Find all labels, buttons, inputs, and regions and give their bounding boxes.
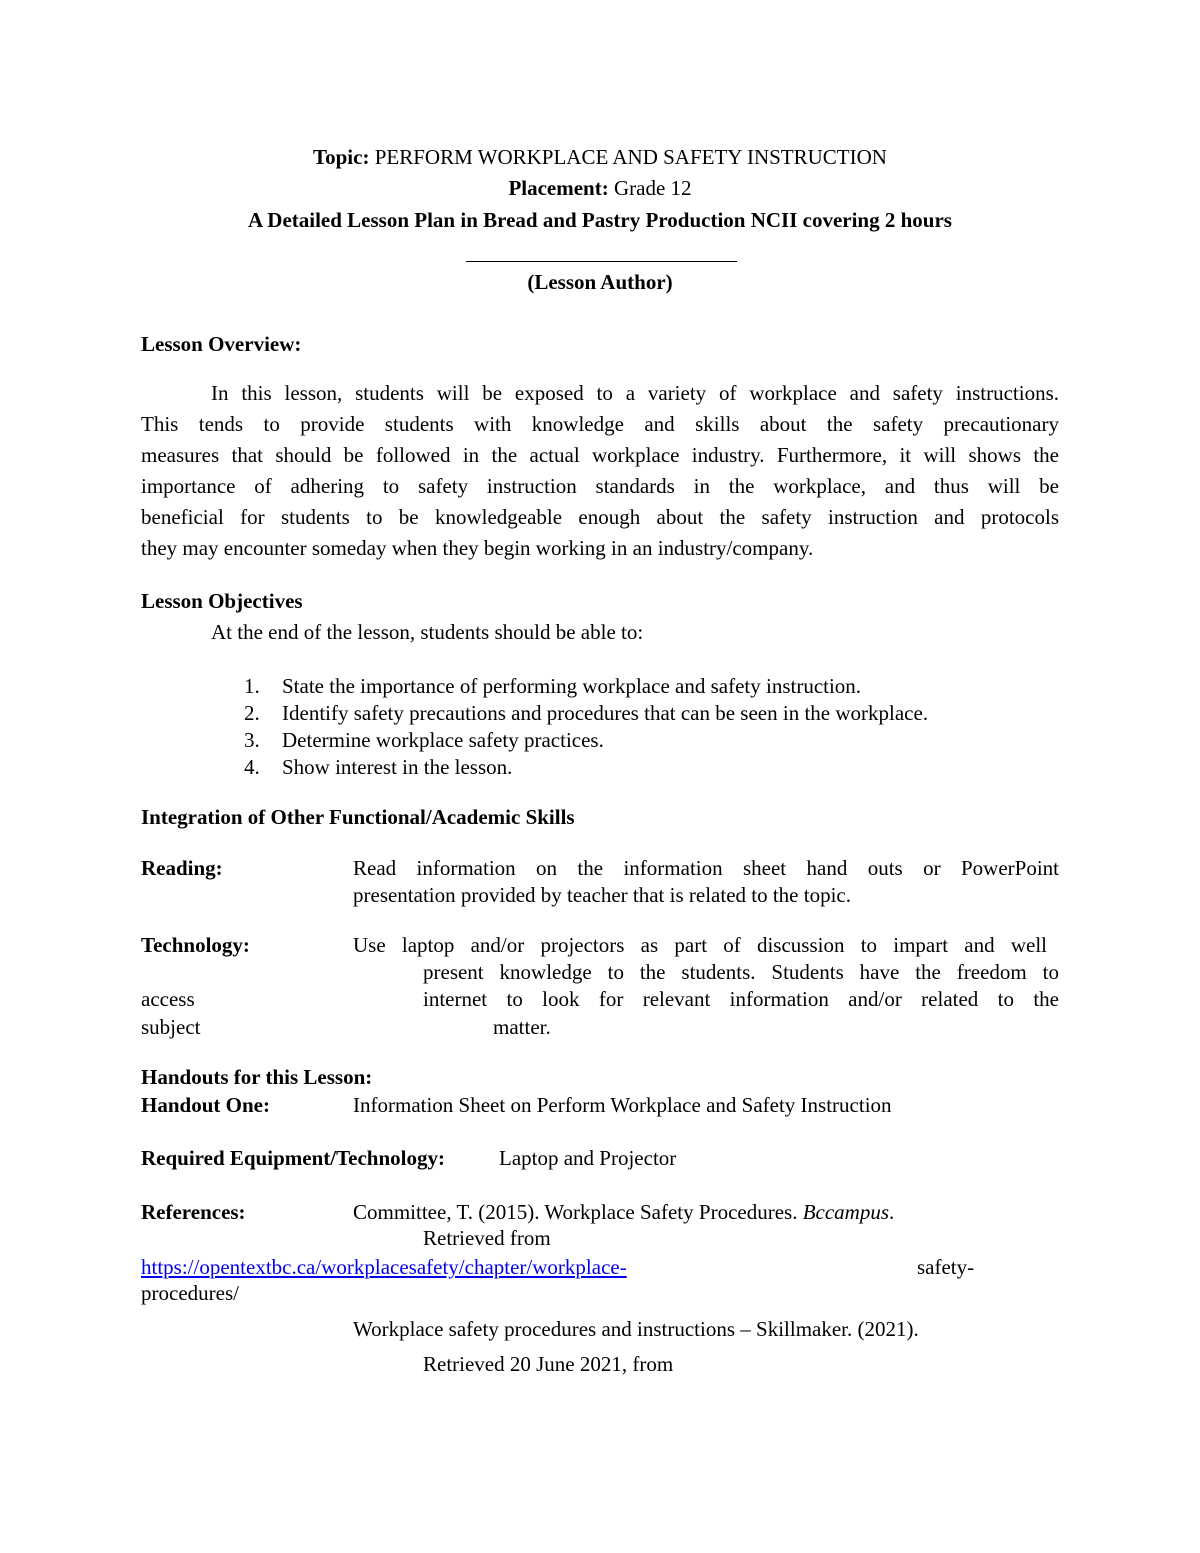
reference-1-retrieved: Retrieved from — [423, 1226, 551, 1250]
overview-line-6: they may encounter someday when they begin working in an industry/company. — [141, 536, 814, 560]
objective-number: 3. — [244, 728, 260, 752]
objective-text: Show interest in the lesson. — [282, 755, 513, 779]
objective-number: 4. — [244, 755, 260, 779]
reading-line-1: Read information on the information sheet hand outs or PowerPoint — [353, 856, 1059, 880]
overview-heading: Lesson Overview: — [141, 332, 302, 356]
objective-item — [244, 728, 604, 752]
plan-title: A Detailed Lesson Plan in Bread and Pastry Production NCII covering 2 hours — [248, 208, 952, 232]
overview-line-1: In this lesson, students will be exposed to a variety of workplace and safety instructions. — [211, 381, 1059, 405]
reference-2-retrieved: Retrieved 20 June 2021, from — [423, 1352, 674, 1376]
reference-1-main: Committee, T. (2015). Workplace Safety Procedures. — [353, 1200, 798, 1224]
reference-1-end: . — [889, 1200, 895, 1224]
overview-line-2: This tends to provide students with knowledge and skills about the safety precautionary — [141, 412, 1059, 436]
references-label: References: — [141, 1200, 246, 1224]
placement-line — [0, 176, 1200, 200]
objective-item — [244, 755, 512, 779]
reference-1-link-cont: procedures/ — [141, 1281, 239, 1305]
reference-1 — [353, 1200, 894, 1224]
placement-label: Placement: — [508, 176, 609, 200]
handout-one-label: Handout One: — [141, 1093, 270, 1117]
equipment-label: Required Equipment/Technology: — [141, 1146, 445, 1170]
technology-line-4: matter. — [493, 1015, 551, 1039]
topic-value: PERFORM WORKPLACE AND SAFETY INSTRUCTION — [374, 145, 887, 169]
reference-2-main: Workplace safety procedures and instructions – Skillmaker. (2021). — [353, 1317, 919, 1341]
objective-text: State the importance of performing workplace and safety instruction. — [282, 674, 862, 698]
objectives-intro: At the end of the lesson, students should be able to: — [211, 620, 644, 644]
technology-line-1: Use laptop and/or projectors as part of discussion to impart and well — [353, 933, 1047, 957]
equipment-value: Laptop and Projector — [499, 1146, 677, 1170]
lesson-author: (Lesson Author) — [527, 270, 673, 294]
technology-line-2: present knowledge to the students. Students have the freedom to — [423, 960, 1059, 984]
integration-heading: Integration of Other Functional/Academic Skills — [141, 805, 575, 829]
technology-subject: subject — [141, 1015, 201, 1039]
handout-one-value: Information Sheet on Perform Workplace and Safety Instruction — [353, 1093, 892, 1117]
overview-line-4: importance of adhering to safety instruction standards in the workplace, and thus will be — [141, 474, 1059, 498]
overview-line-3: measures that should be followed in the actual workplace industry. Furthermore, it will shows the — [141, 443, 1059, 467]
technology-access: access — [141, 987, 195, 1011]
topic-label: Topic: — [313, 145, 370, 169]
objective-item — [244, 701, 928, 725]
reference-1-link[interactable]: https://opentextbc.ca/workplacesafety/chapter/workplace- — [141, 1255, 627, 1279]
placement-value: Grade 12 — [613, 176, 692, 200]
objective-text: Identify safety precautions and procedures that can be seen in the workplace. — [282, 701, 929, 725]
topic-line — [0, 145, 1200, 169]
reading-line-2: presentation provided by teacher that is related to the topic. — [353, 883, 851, 907]
handouts-heading: Handouts for this Lesson: — [141, 1065, 373, 1089]
reference-1-publisher: Bccampus — [802, 1200, 890, 1224]
objective-item — [244, 674, 861, 698]
objective-number: 2. — [244, 701, 260, 725]
overview-line-5: beneficial for students to be knowledgeable enough about the safety instruction and protocols — [141, 505, 1059, 529]
author-signature-line — [466, 261, 737, 262]
objective-text: Determine workplace safety practices. — [282, 728, 604, 752]
technology-label: Technology: — [141, 933, 250, 957]
reference-1-link-tail: safety- — [917, 1255, 975, 1279]
reading-label: Reading: — [141, 856, 223, 880]
objective-number: 1. — [244, 674, 260, 698]
technology-line-3: internet to look for relevant information and/or related to the — [423, 987, 1059, 1011]
objectives-heading: Lesson Objectives — [141, 589, 303, 613]
